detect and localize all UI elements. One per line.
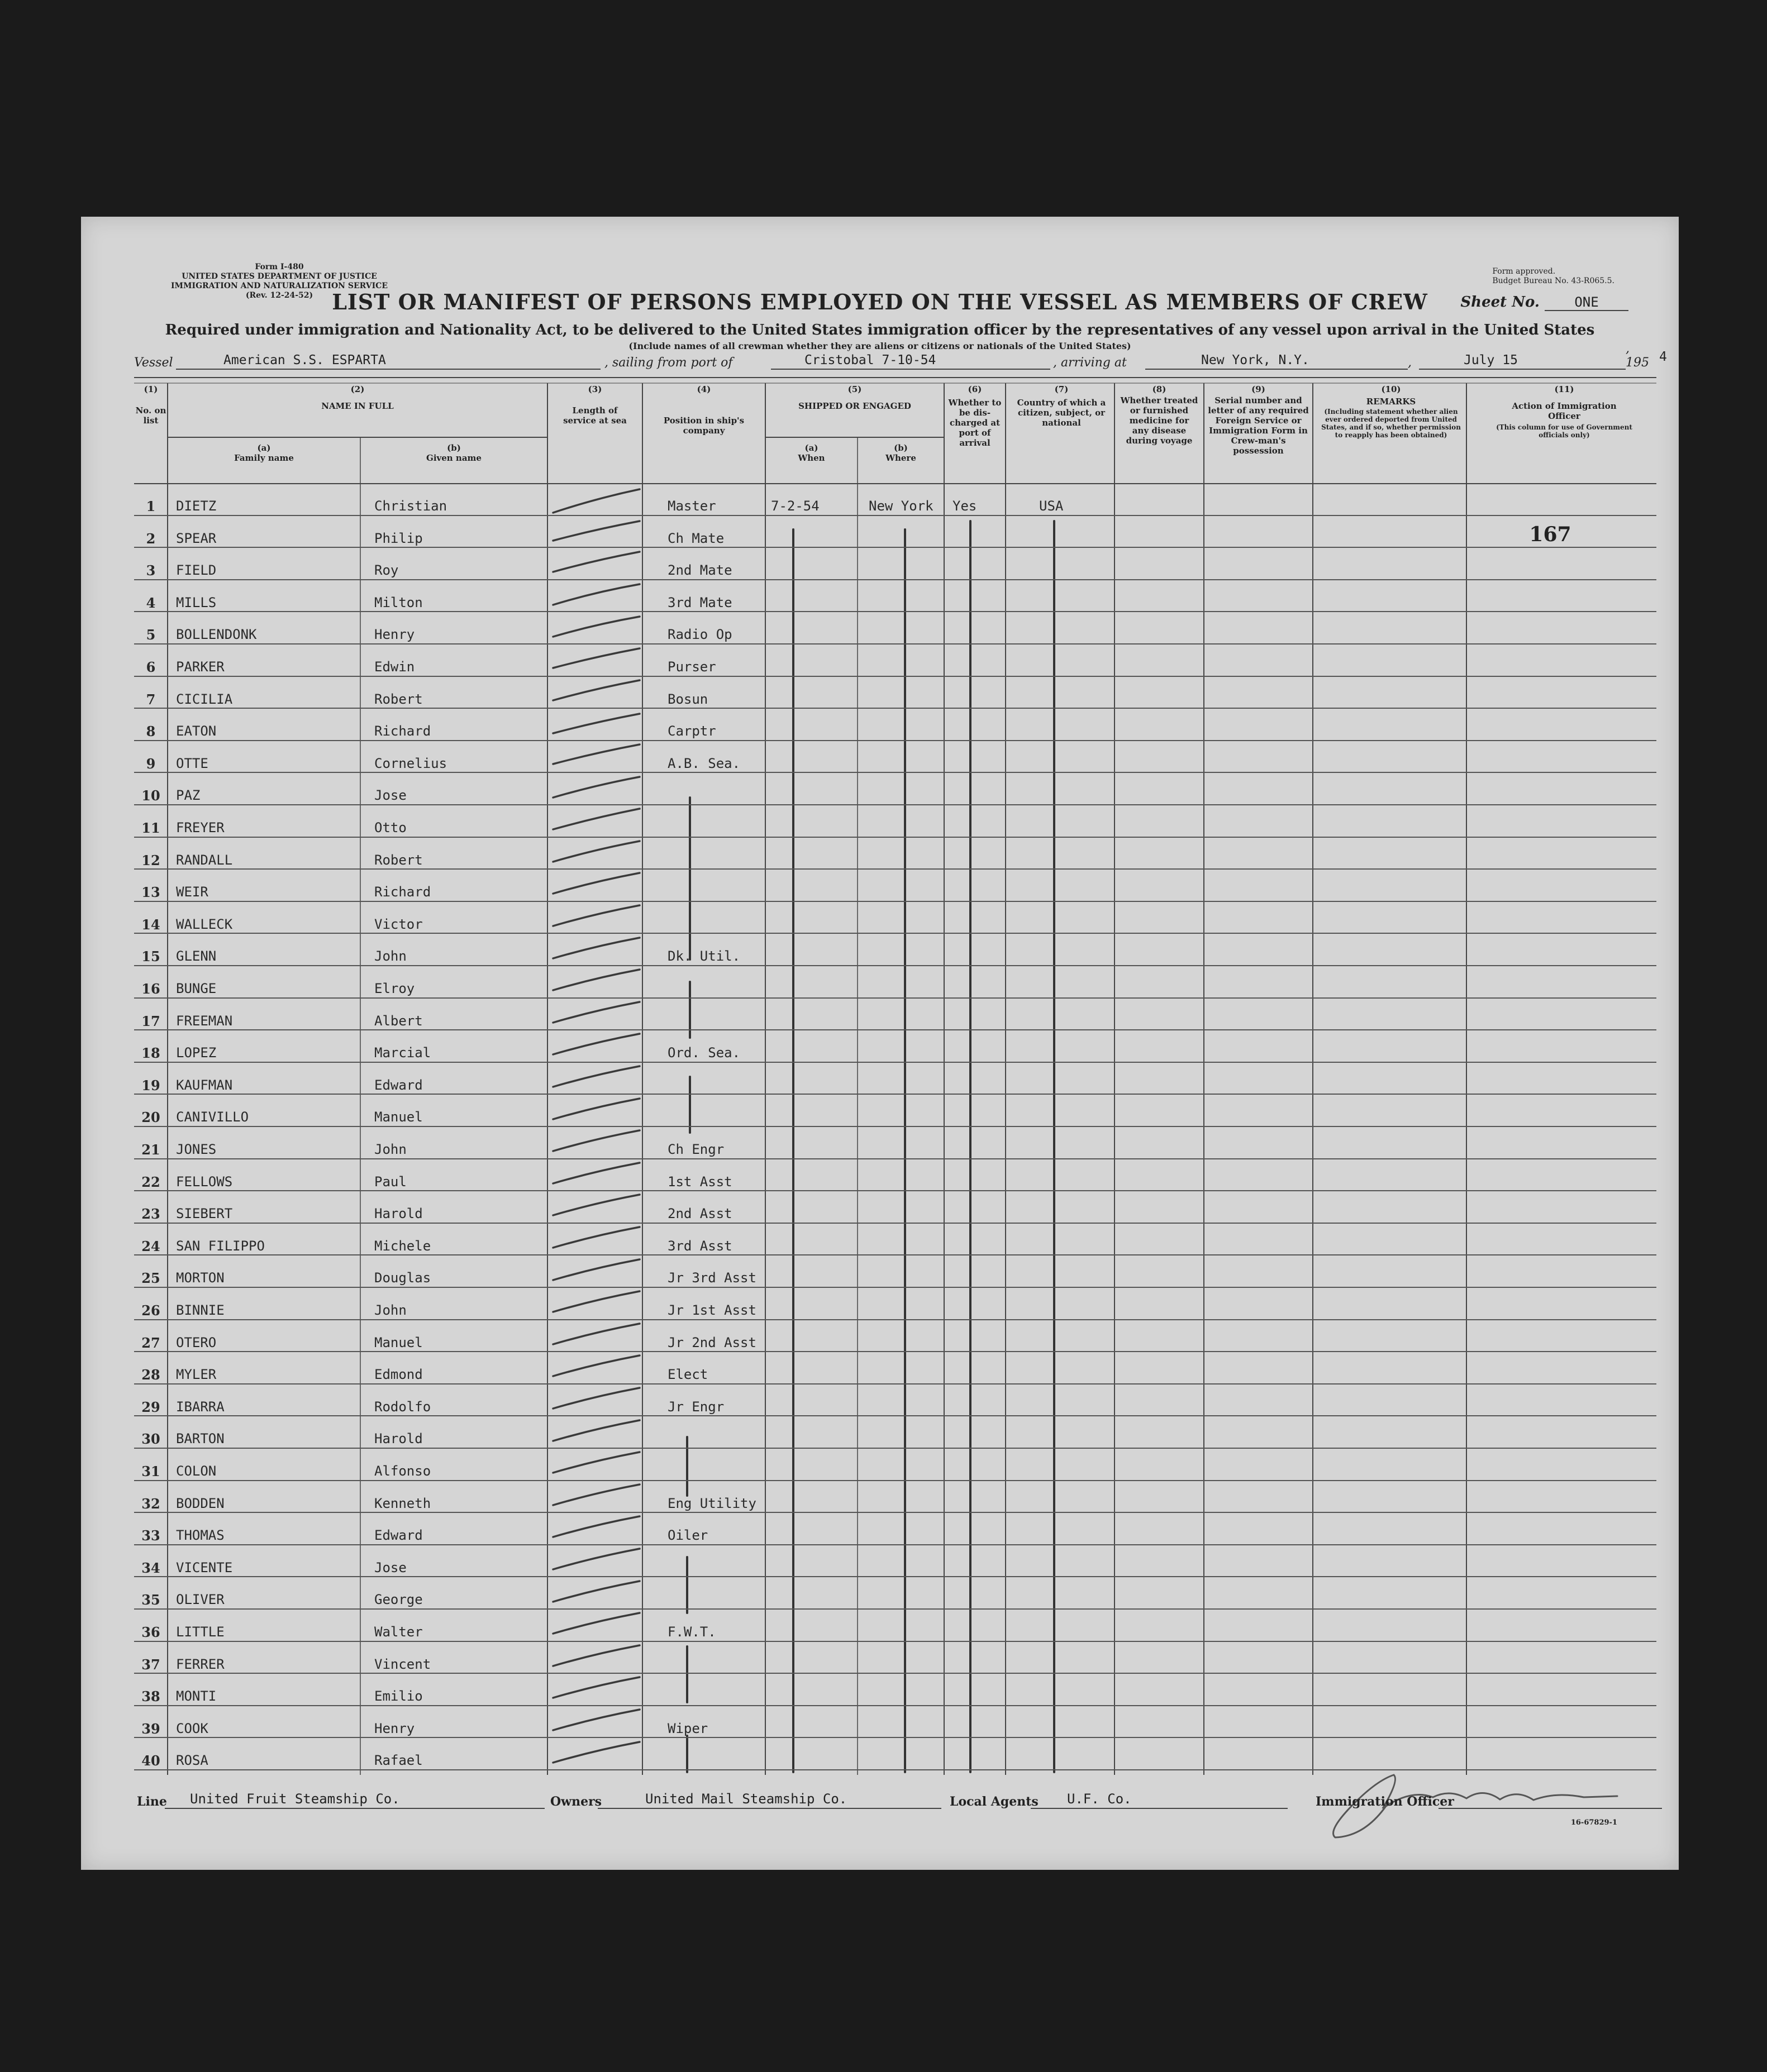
- owners-value: United Mail Steamship Co.: [645, 1791, 847, 1807]
- cell-position: 2nd Asst: [668, 1206, 732, 1222]
- cell-given: Harold: [374, 1431, 423, 1447]
- row-number: 5: [146, 627, 156, 643]
- cell-family: LOPEZ: [176, 1045, 217, 1061]
- row-number: 4: [146, 594, 156, 611]
- col10-header: [1318, 384, 1464, 439]
- cell-given: Milton: [374, 594, 423, 610]
- row-number: 30: [141, 1431, 160, 1448]
- col5b-number: (b): [894, 443, 908, 453]
- row-number: 13: [141, 884, 160, 901]
- row-number: 10: [141, 787, 160, 804]
- cell-position: 3rd Asst: [668, 1238, 732, 1254]
- col10-note: (Including statement whether alien ever ordered deported from United States, and if so, whether permission to reapply has been obtained): [1321, 408, 1461, 439]
- cell-family: JONES: [176, 1142, 217, 1157]
- cell-family: WEIR: [176, 884, 208, 900]
- table-row: [134, 1127, 1656, 1159]
- department: UNITED STATES DEPARTMENT OF JUSTICE: [182, 272, 377, 281]
- table-row: [134, 548, 1656, 580]
- cell-family: KAUFMAN: [176, 1077, 233, 1093]
- cell-position: Jr 3rd Asst: [668, 1270, 756, 1286]
- col2a-header: [168, 443, 360, 463]
- table-row: [134, 1738, 1656, 1770]
- cell-position: Jr 2nd Asst: [668, 1334, 756, 1350]
- page-subtitle: Required under immigration and Nationality Act, to be delivered to the United States immigration officer by the representatives of any vessel upon arrival in the United States: [165, 322, 1595, 338]
- col8-label: Whether treated or furnished medicine for any disease during voyage: [1120, 395, 1198, 446]
- cell-given: Henry: [374, 627, 415, 643]
- cell-given: Philip: [374, 530, 423, 546]
- row-number: 20: [141, 1109, 160, 1126]
- action-number: 167: [1529, 523, 1571, 546]
- cell-family: WALLECK: [176, 916, 233, 932]
- table-row: [134, 1642, 1656, 1674]
- cell-position: Bosun: [668, 691, 708, 707]
- row-number: 15: [141, 948, 160, 965]
- col4-label: Position in ship's company: [663, 416, 745, 436]
- row-number: 8: [146, 723, 156, 740]
- cell-family: MILLS: [176, 594, 217, 610]
- col5a-header: [765, 443, 858, 463]
- table-row: [134, 1288, 1656, 1320]
- cell-position: Carptr: [668, 723, 716, 739]
- cell-family: THOMAS: [176, 1527, 225, 1544]
- year-digit: 4: [1659, 350, 1667, 364]
- table-row: [134, 1545, 1656, 1578]
- row-number: 21: [141, 1142, 160, 1158]
- cell-given: Manuel: [374, 1334, 423, 1350]
- col2-number: (2): [350, 384, 365, 394]
- table-row: [134, 1159, 1656, 1192]
- table-row: [134, 580, 1656, 613]
- cell-given: Alfonso: [374, 1463, 431, 1479]
- cell-position: Wiper: [668, 1720, 708, 1736]
- cell-discharged: Yes: [952, 498, 977, 514]
- vessel-name: American S.S. ESPARTA: [223, 353, 386, 367]
- arrival-date: July 15: [1464, 353, 1518, 367]
- cell-given: Richard: [374, 723, 431, 739]
- agents-rule: [1031, 1808, 1288, 1809]
- table-row: [134, 1224, 1656, 1256]
- cell-family: FELLOWS: [176, 1173, 233, 1190]
- row-number: 32: [141, 1495, 160, 1512]
- row-number: 3: [146, 562, 156, 579]
- col6-label: Whether to be dis-charged at port of arrival: [948, 398, 1002, 448]
- table-row: [134, 1513, 1656, 1545]
- cell-where: New York: [869, 498, 933, 514]
- col4-number: (4): [697, 384, 711, 394]
- col2b-number: (b): [447, 443, 461, 453]
- col1-label: No. on list: [135, 405, 166, 426]
- row-number: 25: [141, 1270, 160, 1287]
- cell-given: George: [374, 1592, 423, 1608]
- col11-header: [1472, 384, 1656, 439]
- table-row: [134, 516, 1656, 548]
- agents-label: Local Agents: [950, 1794, 1039, 1809]
- approved-text: Form approved.: [1492, 267, 1556, 276]
- table-row: [134, 1384, 1656, 1417]
- cell-given: Henry: [374, 1720, 415, 1736]
- row-number: 2: [146, 530, 156, 547]
- cell-country: USA: [1039, 498, 1064, 514]
- table-row: [134, 484, 1656, 516]
- col3-header: [556, 384, 634, 426]
- table-row: [134, 902, 1656, 934]
- table-row: [134, 966, 1656, 999]
- row-number: 36: [141, 1624, 160, 1640]
- row-number: 27: [141, 1334, 160, 1351]
- cell-family: OTTE: [176, 755, 208, 771]
- arriving-port: New York, N.Y.: [1201, 353, 1309, 367]
- footer-line: [137, 1789, 1662, 1811]
- col8-header: [1120, 384, 1198, 446]
- owners-label: Owners: [550, 1794, 602, 1809]
- cell-family: OLIVER: [176, 1592, 225, 1608]
- cell-family: EATON: [176, 723, 217, 739]
- table-row: [134, 1706, 1656, 1739]
- cell-family: BOLLENDONK: [176, 627, 257, 643]
- cell-given: Walter: [374, 1624, 423, 1640]
- table-row: [134, 1610, 1656, 1642]
- table-row: [134, 1095, 1656, 1127]
- instruction-note: (Include names of all crewman whether they are aliens or citizens or nationals of the United States): [628, 341, 1131, 351]
- cell-family: COOK: [176, 1720, 208, 1736]
- col10-label: REMARKS: [1366, 397, 1416, 407]
- line-rule: [165, 1808, 545, 1809]
- table-row: [134, 1191, 1656, 1224]
- col1-number: (1): [144, 384, 158, 394]
- col8-number: (8): [1152, 384, 1166, 394]
- cell-position: Master: [668, 498, 716, 514]
- cell-given: John: [374, 1302, 407, 1318]
- table-row: [134, 1030, 1656, 1063]
- arriving-label: , arriving at: [1053, 356, 1127, 370]
- cell-position: Oiler: [668, 1527, 708, 1544]
- cell-family: RANDALL: [176, 852, 233, 868]
- cell-given: Edward: [374, 1077, 423, 1093]
- row-number: 39: [141, 1720, 160, 1737]
- col2-label: NAME IN FULL: [321, 401, 394, 411]
- service: IMMIGRATION AND NATURALIZATION SERVICE: [171, 281, 388, 290]
- col5-number: (5): [847, 384, 862, 394]
- row-number: 29: [141, 1398, 160, 1415]
- cell-given: Roy: [374, 562, 399, 579]
- table-row: [134, 1352, 1656, 1384]
- cell-given: Victor: [374, 916, 423, 932]
- cell-family: SAN FILIPPO: [176, 1238, 265, 1254]
- cell-when: 7-2-54: [771, 498, 820, 514]
- cell-position: Ch Engr: [668, 1142, 725, 1157]
- cell-position: Elect: [668, 1367, 708, 1383]
- col2a-label: Family name: [234, 453, 294, 463]
- row-number: 6: [146, 659, 156, 675]
- row-number: 19: [141, 1077, 160, 1094]
- col10-number: (10): [1381, 384, 1401, 394]
- row-number: 35: [141, 1592, 160, 1608]
- col6-header: [947, 384, 1003, 448]
- table-row: [134, 1481, 1656, 1514]
- table-row: [134, 805, 1656, 838]
- comma-separator: ,: [1408, 356, 1412, 370]
- row-number: 7: [146, 691, 156, 708]
- line-label: Line: [137, 1794, 167, 1809]
- cell-position: 3rd Mate: [668, 594, 732, 610]
- cell-family: MONTI: [176, 1688, 217, 1705]
- row-number: 1: [146, 498, 156, 514]
- printer-code: 16-67829-1: [1570, 1818, 1617, 1827]
- cell-family: MORTON: [176, 1270, 225, 1286]
- cell-family: BODDEN: [176, 1495, 225, 1511]
- table-row: [134, 1674, 1656, 1706]
- cell-given: Otto: [374, 820, 407, 836]
- cell-family: BARTON: [176, 1431, 225, 1447]
- col3-number: (3): [588, 384, 602, 394]
- cell-family: MYLER: [176, 1367, 217, 1383]
- cell-given: Emilio: [374, 1688, 423, 1705]
- col2a-number: (a): [257, 443, 271, 453]
- table-row: [134, 709, 1656, 741]
- manifest-sheet: [81, 217, 1679, 1870]
- cell-given: Kenneth: [374, 1495, 431, 1511]
- row-number: 17: [141, 1013, 160, 1029]
- cell-family: SIEBERT: [176, 1206, 233, 1222]
- row-number: 34: [141, 1559, 160, 1576]
- table-row: [134, 1255, 1656, 1288]
- revision: (Rev. 12-24-52): [245, 291, 313, 300]
- cell-family: BUNGE: [176, 981, 217, 996]
- agents-value: U.F. Co.: [1067, 1791, 1132, 1807]
- cell-position: Purser: [668, 659, 716, 675]
- cell-family: IBARRA: [176, 1398, 225, 1415]
- cell-given: Edmond: [374, 1367, 423, 1383]
- cell-family: GLENN: [176, 948, 217, 965]
- cell-given: Robert: [374, 691, 423, 707]
- vessel-label: Vessel: [134, 356, 173, 370]
- cell-given: Edwin: [374, 659, 415, 675]
- cell-family: ROSA: [176, 1753, 208, 1769]
- line-value: United Fruit Steamship Co.: [190, 1791, 400, 1807]
- row-number: 18: [141, 1045, 160, 1062]
- cell-position: 2nd Mate: [668, 562, 732, 579]
- cell-family: COLON: [176, 1463, 217, 1479]
- cell-family: FREEMAN: [176, 1013, 233, 1029]
- col7-number: (7): [1054, 384, 1069, 394]
- cell-position: 1st Asst: [668, 1173, 732, 1190]
- row-number: 23: [141, 1206, 160, 1223]
- cell-family: SPEAR: [176, 530, 217, 546]
- owners-rule: [598, 1808, 941, 1809]
- table-row: [134, 1063, 1656, 1095]
- cell-family: BINNIE: [176, 1302, 225, 1318]
- cell-position: Ch Mate: [668, 530, 725, 546]
- cell-given: Rafael: [374, 1753, 423, 1769]
- cell-given: Douglas: [374, 1270, 431, 1286]
- row-number: 31: [141, 1463, 160, 1479]
- row-number: 14: [141, 916, 160, 933]
- cell-position: Jr Engr: [668, 1398, 725, 1415]
- cell-given: Paul: [374, 1173, 407, 1190]
- cell-position: Radio Op: [668, 627, 732, 643]
- row-number: 16: [141, 981, 160, 997]
- cell-given: Jose: [374, 787, 407, 804]
- cell-position: Ord. Sea.: [668, 1045, 741, 1061]
- col9-number: (9): [1251, 384, 1265, 394]
- cell-given: Edward: [374, 1527, 423, 1544]
- cell-given: John: [374, 948, 407, 965]
- page-title: LIST OR MANIFEST OF PERSONS EMPLOYED ON THE VESSEL AS MEMBERS OF CREW: [332, 289, 1428, 314]
- cell-given: Michele: [374, 1238, 431, 1254]
- table-row: [134, 838, 1656, 870]
- table-row: [134, 773, 1656, 805]
- cell-family: DIETZ: [176, 498, 217, 514]
- col11-label: Action of Immigration Officer: [1512, 401, 1617, 421]
- col7-label: Country of which a citizen, subject, or national: [1017, 398, 1106, 428]
- cell-position: Jr 1st Asst: [668, 1302, 756, 1318]
- table-row: [134, 934, 1656, 966]
- col11-note: (This column for use of Government officials only): [1496, 423, 1632, 439]
- row-number: 22: [141, 1173, 160, 1190]
- cell-family: FIELD: [176, 562, 217, 579]
- sailing-port: Cristobal 7-10-54: [804, 353, 936, 367]
- row-number: 12: [141, 852, 160, 868]
- cell-family: OTERO: [176, 1334, 217, 1350]
- cell-family: CANIVILLO: [176, 1109, 249, 1125]
- table-row: [134, 1416, 1656, 1449]
- table-row: [134, 644, 1656, 677]
- cell-given: Marcial: [374, 1045, 431, 1061]
- table-row: [134, 1320, 1656, 1353]
- cell-given: Cornelius: [374, 755, 447, 771]
- row-number: 38: [141, 1688, 160, 1705]
- row-number: 37: [141, 1656, 160, 1673]
- row-number: 40: [141, 1753, 160, 1769]
- cell-position: Eng Utility: [668, 1495, 756, 1511]
- form-number: Form I-480: [255, 262, 304, 271]
- row-number: 26: [141, 1302, 160, 1319]
- cell-family: CICILIA: [176, 691, 233, 707]
- table-row: [134, 677, 1656, 709]
- col5-label: SHIPPED OR ENGAGED: [798, 401, 911, 411]
- col5-header: [765, 384, 944, 411]
- cell-given: Jose: [374, 1559, 407, 1576]
- table-row: [134, 1449, 1656, 1481]
- cell-position: F.W.T.: [668, 1624, 716, 1640]
- col5a-number: (a): [804, 443, 818, 453]
- cell-given: Vincent: [374, 1656, 431, 1672]
- row-number: 24: [141, 1238, 160, 1254]
- table-row: [134, 741, 1656, 774]
- officer-rule: [1439, 1808, 1662, 1809]
- sheet-number-label: Sheet No.: [1460, 294, 1540, 311]
- col5a-label: When: [798, 453, 825, 463]
- col11-number: (11): [1554, 384, 1574, 394]
- cell-given: John: [374, 1142, 407, 1157]
- cell-family: VICENTE: [176, 1559, 233, 1576]
- col2-header: [168, 384, 547, 411]
- row-number: 9: [146, 755, 156, 772]
- cell-family: FERRER: [176, 1656, 225, 1672]
- cell-given: Robert: [374, 852, 423, 868]
- cell-given: Harold: [374, 1206, 423, 1222]
- row-number: 11: [141, 820, 160, 836]
- year-prefix: , 195: [1626, 342, 1649, 370]
- cell-given: Albert: [374, 1013, 423, 1029]
- sailing-label: , sailing from port of: [604, 356, 733, 370]
- table-row: [134, 1577, 1656, 1610]
- cell-family: PAZ: [176, 787, 201, 804]
- cell-given: Christian: [374, 498, 447, 514]
- sheet-number-value: ONE: [1545, 294, 1628, 311]
- col5b-header: [858, 443, 944, 463]
- row-number: 33: [141, 1527, 160, 1544]
- col2b-header: [360, 443, 547, 463]
- col3-label: Length of service at sea: [563, 405, 627, 426]
- col4-header: [648, 384, 760, 436]
- col9-label: Serial number and letter of any required Foreign Service or Immigration Form in Crew-man's possession: [1208, 395, 1309, 456]
- table-row: [134, 612, 1656, 644]
- cell-family: FREYER: [176, 820, 225, 836]
- table-row: [134, 999, 1656, 1031]
- col5b-label: Where: [885, 453, 916, 463]
- col7-header: [1011, 384, 1112, 428]
- col1-header: [134, 384, 168, 426]
- cell-given: Elroy: [374, 981, 415, 996]
- table-row: [134, 870, 1656, 902]
- cell-given: Rodolfo: [374, 1398, 431, 1415]
- col6-number: (6): [968, 384, 982, 394]
- budget-number: Budget Bureau No. 43-R065.5.: [1492, 276, 1614, 285]
- col2b-label: Given name: [426, 453, 482, 463]
- col9-header: [1207, 384, 1310, 456]
- officer-label: Immigration Officer: [1316, 1794, 1454, 1809]
- cell-given: Manuel: [374, 1109, 423, 1125]
- cell-position: Dk. Util.: [668, 948, 741, 965]
- cell-family: PARKER: [176, 659, 225, 675]
- row-number: 28: [141, 1367, 160, 1383]
- cell-family: LITTLE: [176, 1624, 225, 1640]
- cell-position: A.B. Sea.: [668, 755, 741, 771]
- cell-given: Richard: [374, 884, 431, 900]
